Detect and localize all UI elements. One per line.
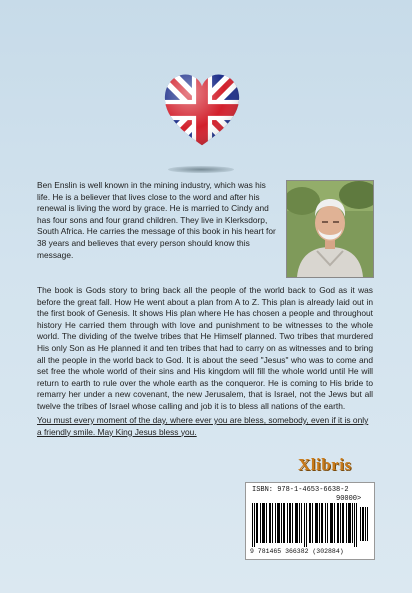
union-jack-heart-icon bbox=[160, 68, 244, 152]
isbn-number: ISBN: 978-1-4653-6638-2 bbox=[252, 486, 349, 494]
barcode-bars bbox=[252, 503, 368, 547]
heart-shadow bbox=[168, 166, 234, 173]
book-description: The book is Gods story to bring back all the people of the world back to God as it was before the great fall. How He went about a plan from A to Z. This plan is already laid out in the first book of Genesis. It shows His plan where He has chosen a people and throughout history He carried them through with love and punishment to be witnesses to the whole world. The dividing of the twelve tribes that He Himself planned. Two tribes that murdered His only Son as He planned it and ten tribes that had to carry on as witnesses and to bring all the people in the world back to God. It is about the seed "Jesus" who was to come and set free the whole world of their sins and His kingdom will fill the whole world until He will return to earth to rule over the whole earth as the conqueror. He is coming to His bride to remarry her under a new covenant, the new Jerusalem, that is Israel, not the Jews but all twelve the tribes of Israel whose calling and job it is to bless all nations of the earth. bbox=[37, 285, 373, 411]
isbn-barcode bbox=[245, 482, 375, 560]
author-photo bbox=[286, 180, 374, 278]
closing-blessing: You must every moment of the day, where ever you are bless, somebody, even if it is only a friendly smile. May King Jesus bless you. bbox=[37, 415, 369, 437]
publisher-logo: Xlibris bbox=[298, 455, 352, 474]
price-code: 90000> bbox=[336, 495, 362, 503]
barcode-digits: 9 781465 366382 (302884) bbox=[250, 548, 344, 555]
author-bio: Ben Enslin is well known in the mining industry, which was his life. He is a believer that lives close to the word and after his renewal is living the word by grace. He is married to Cindy and has four sons and four grand children. They live in Klerksdorp, South Africa. He carries the message of this book in his heart for 38 years and believes that every person should know this message. bbox=[37, 180, 276, 260]
